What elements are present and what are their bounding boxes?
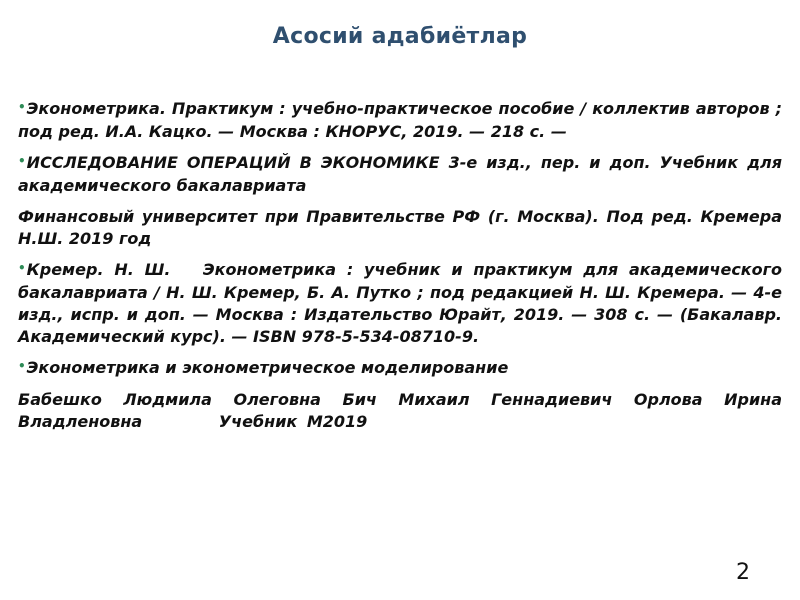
reference-item — [18, 259, 788, 348]
page-number: 2 — [736, 560, 750, 585]
slide-title: Асосий адабиётлар — [272, 24, 528, 49]
reference-item — [18, 357, 782, 380]
bullet-icon: • — [18, 100, 26, 114]
reference-text: Финансовый университет при Правительстве РФ (г. Москва). Под ред. Кремера Н.Ш. 2019 год — [18, 207, 782, 248]
reference-text: Бабешко Людмила Олеговна Бич Михаил Геннадиевич Орлова Ирина Владленовна Учебник М2019 — [18, 390, 792, 431]
reference-item — [18, 98, 782, 143]
reference-item — [18, 389, 792, 433]
reference-text: Эконометрика. Практикум : учебно-практическое пособие / коллектив авторов ; под ред. И.А. Кацко. — Москва : КНОРУС, 2019. — 218 с. — — [18, 99, 782, 141]
reference-item — [18, 152, 782, 197]
reference-list — [18, 98, 792, 442]
bullet-icon: • — [18, 359, 26, 373]
bullet-icon: • — [18, 261, 26, 275]
reference-text: Кремер. Н. Ш. Эконометрика : учебник и практикум для академического бакалавриата / Н. Ш. Кремер, Б. А. Путко ; под редакцией Н. Ш. Кремера. — 4-е изд., испр. и доп. — Москва : Издательство Юрайт, 2019. — 308 с. — (Бакалавр. Академический курс). — ISBN 978-5-534-08710-9. — [18, 260, 788, 346]
bullet-icon: • — [18, 154, 26, 168]
reference-text: Эконометрика и эконометрическое моделирование — [26, 358, 509, 377]
reference-item — [18, 206, 782, 250]
reference-text: ИССЛЕДОВАНИЕ ОПЕРАЦИЙ В ЭКОНОМИКЕ 3-е изд., пер. и доп. Учебник для академического бакалавриата — [18, 153, 782, 195]
